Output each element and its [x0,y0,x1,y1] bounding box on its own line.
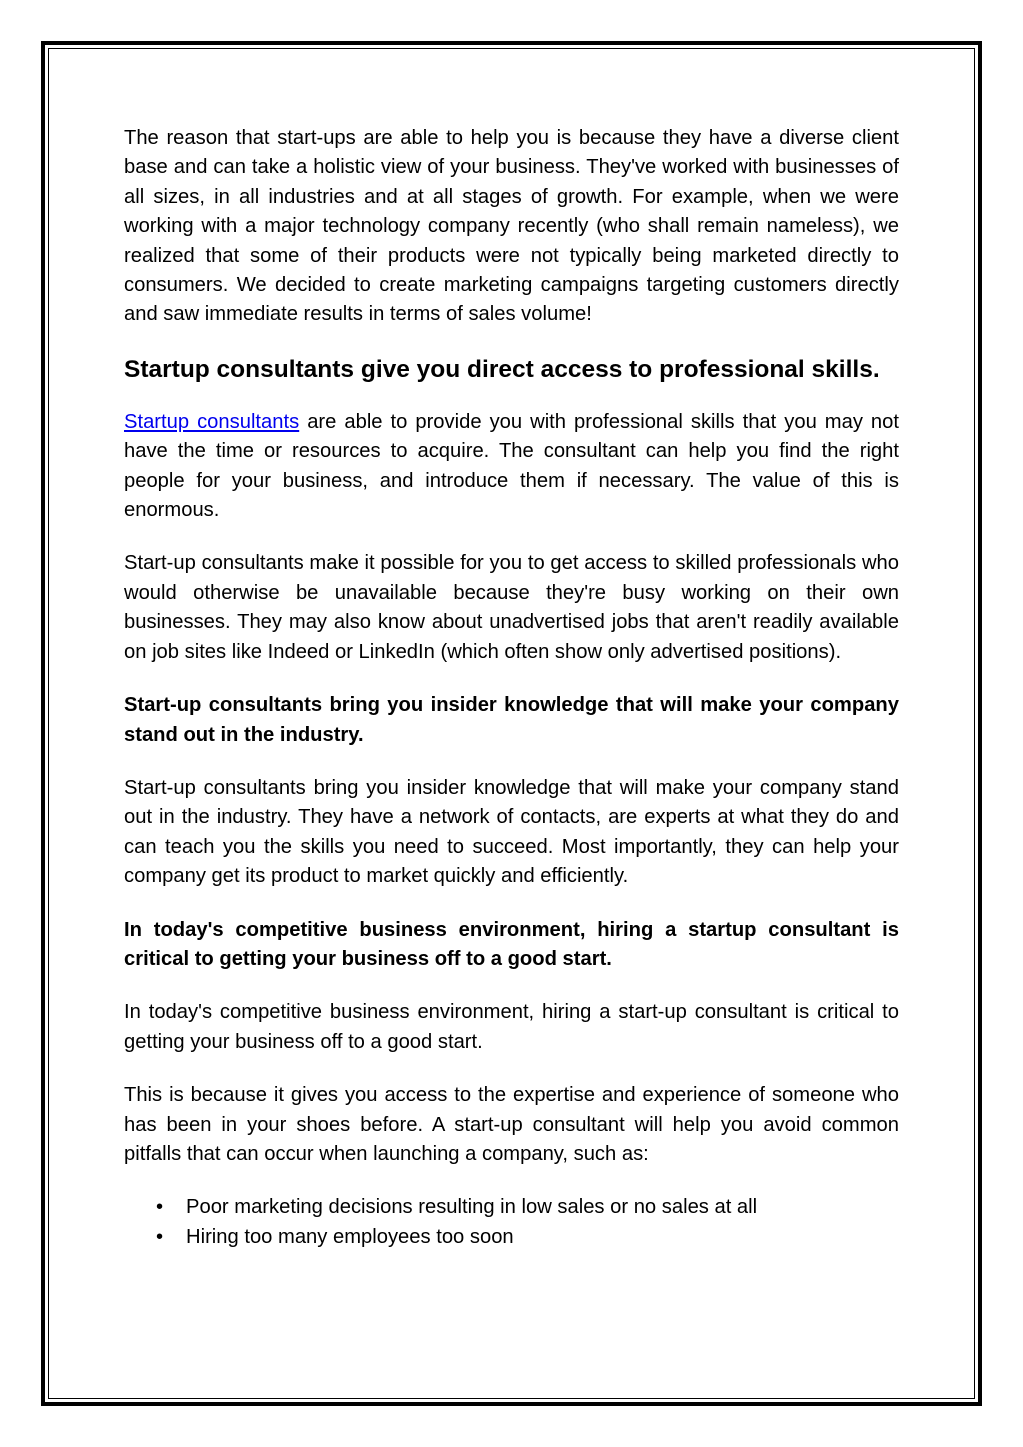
paragraph-insider-knowledge: Start-up consultants bring you insider knowledge that will make your company stand out in the industry. They have a network of contacts, are experts at what they do and can teach you the skills you need to succeed. Most importantly, they can help your company get its product to market quickly and efficiently. [124,776,899,888]
paragraph-common-pitfalls: This is because it gives you access to the expertise and experience of someone who has been in your shoes before. A start-up consultant will help you avoid common pitfalls that can occur when launching a company, such as: [124,1084,899,1165]
paragraph-startup-consultants-text: are able to provide you with professional skills that you may not have the time or resources to acquire. The consultant can help you find the right people for your business, and introduce them if necessary. The value of this is enormous. [124,410,899,522]
startup-consultants-link[interactable]: Startup consultants [124,410,300,433]
paragraph-competitive-environment: In today's competitive business environment, hiring a start-up consultant is critical to getting your business off to a good start. [124,1001,899,1053]
bold-subheading-insider-knowledge: Start-up consultants bring you insider knowledge that will make your company stand out in the industry. [124,694,899,746]
bold-subheading-competitive-environment: In today's competitive business environment, hiring a startup consultant is critical to getting your business off to a good start. [124,918,899,970]
bullet-icon: • [156,1225,164,1248]
bullet-icon: • [156,1196,164,1219]
list-item [124,1193,899,1222]
list-item [124,1223,899,1252]
paragraph-access-professionals: Start-up consultants make it possible for you to get access to skilled professionals who would otherwise be unavailable because they're busy working on their own businesses. They may also know about unadvertised jobs that aren't readily available on job sites like Indeed or LinkedIn (which often show only advertised positions). [124,552,899,663]
list-item-text: Hiring too many employees too soon [186,1225,514,1248]
document-body [124,124,899,1252]
pitfalls-list [124,1193,899,1252]
paragraph-startup-consultants [124,408,899,526]
paragraph-intro: The reason that start-ups are able to help you is because they have a diverse client base and can take a holistic view of your business. They've worked with businesses of all sizes, in all industries and at all stages of growth. For example, when we were working with a major technology company recently (who shall remain nameless), we realized that some of their products were not typically being marketed directly to consumers. We decided to create marketing campaigns targeting customers directly and saw immediate results in terms of sales volume! [124,127,899,326]
section-heading: Startup consultants give you direct access to professional skills. [124,355,880,383]
list-item-text: Poor marketing decisions resulting in low sales or no sales at all [186,1196,758,1219]
